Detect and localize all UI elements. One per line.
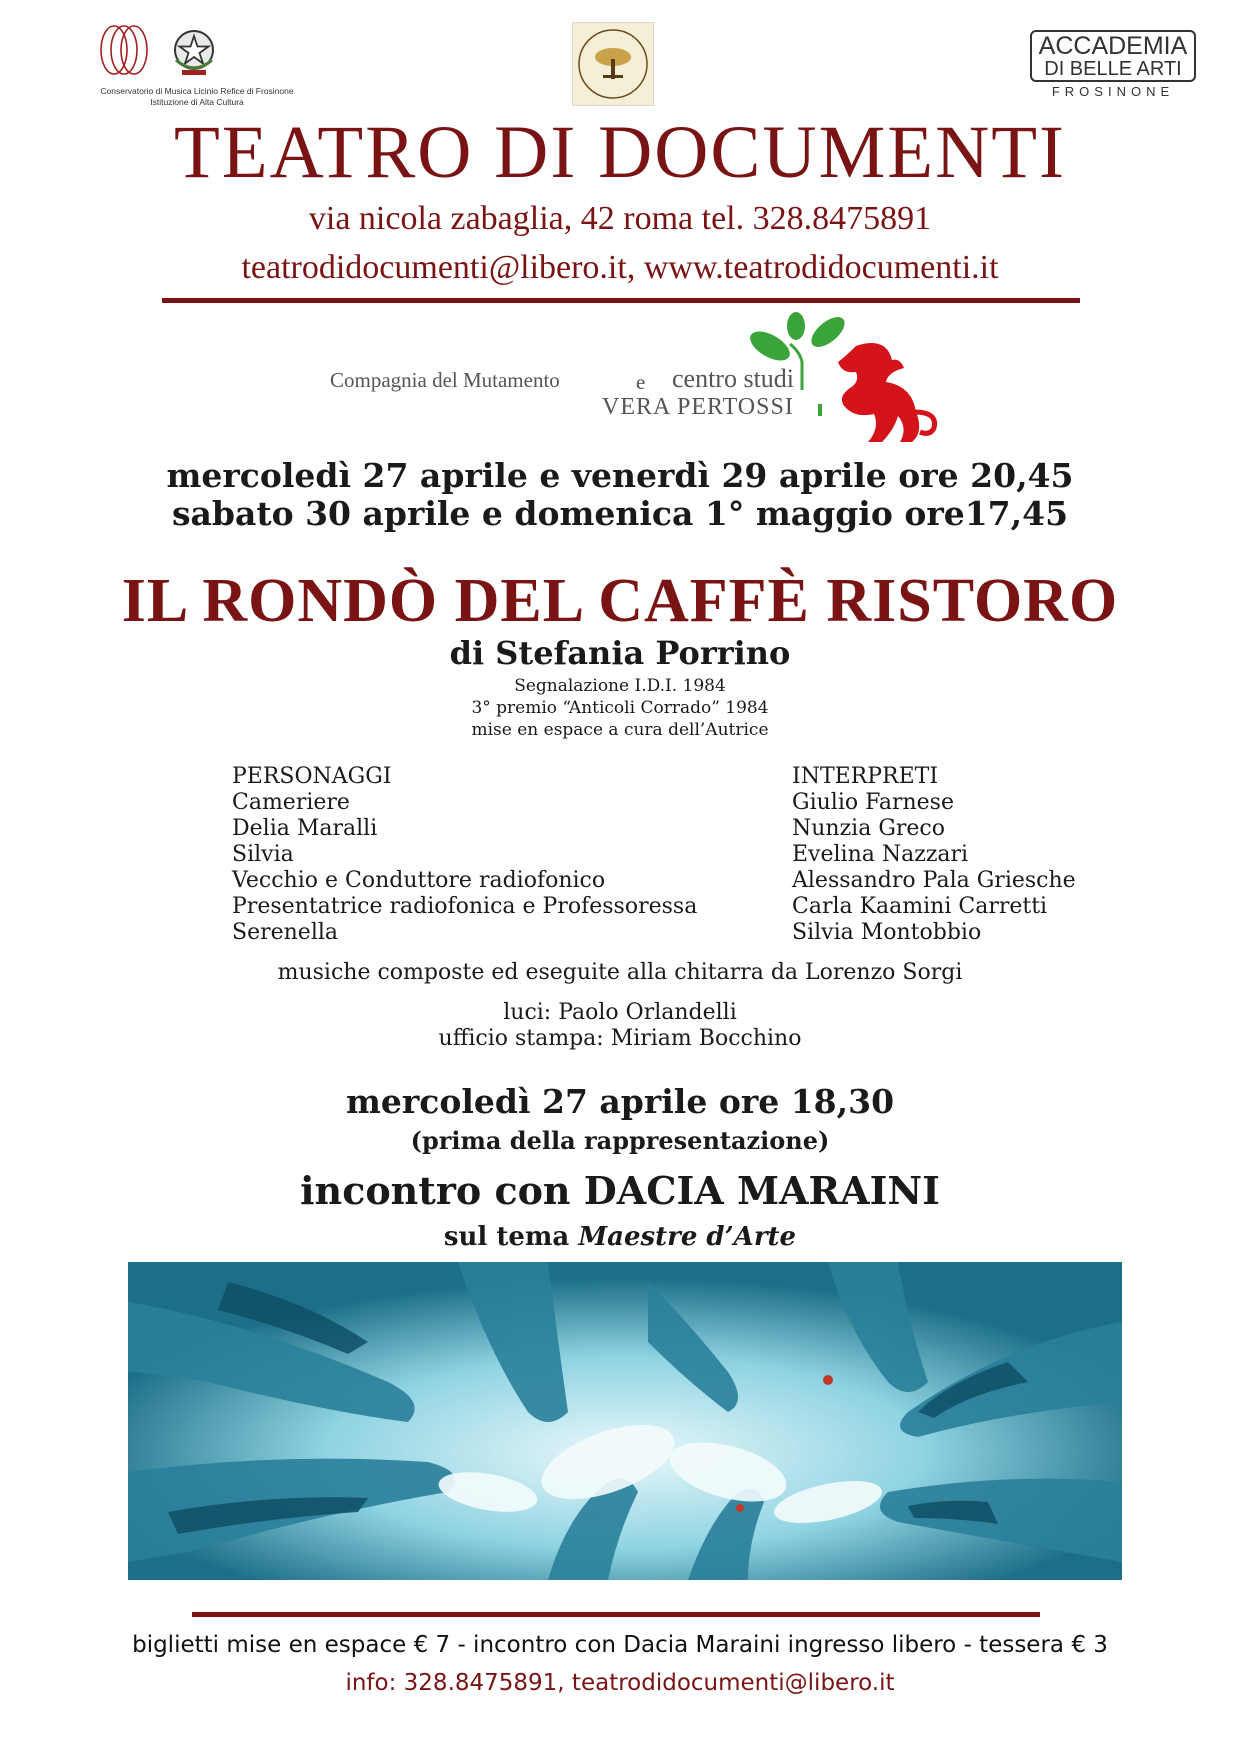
- press-credit: ufficio stampa: Miriam Bocchino: [438, 1026, 802, 1051]
- actors-column: [792, 764, 1076, 946]
- theatre-address: via nicola zabaglia, 42 roma tel. 328.8475891: [308, 200, 932, 237]
- dallombra-logo: [572, 22, 654, 106]
- actors-header: INTERPRETI: [792, 764, 939, 789]
- ring-accent: [823, 1375, 833, 1385]
- play-author: di Stefania Porrino: [449, 634, 791, 672]
- conservatorio-subtitle: Istituzione di Alta Cultura: [150, 97, 244, 107]
- character-item: Vecchio e Conduttore radiofonico: [232, 868, 606, 893]
- character-item: Serenella: [232, 920, 339, 945]
- character-item: Cameriere: [232, 790, 350, 815]
- italian-republic-emblem-icon: [168, 26, 220, 78]
- meeting-subtitle: (prima della rappresentazione): [410, 1126, 830, 1155]
- ring-accent: [736, 1504, 744, 1512]
- actor-item: Silvia Montobbio: [792, 920, 982, 945]
- theme-prefix: sul tema: [443, 1222, 579, 1252]
- bottom-divider: [192, 1612, 1040, 1617]
- top-divider: [162, 298, 1080, 303]
- actor-item: Nunzia Greco: [792, 816, 946, 841]
- conservatorio-logo: [96, 22, 294, 107]
- conservatorio-rings-icon: [96, 22, 156, 78]
- music-credit: musiche composte ed eseguite alla chitarra da Lorenzo Sorgi: [277, 960, 963, 985]
- ticket-prices: biglietti mise en espace € 7 - incontro con Dacia Maraini ingresso libero - tessera € 3: [132, 1632, 1108, 1658]
- theme-title: Maestre d’Arte: [578, 1222, 797, 1252]
- characters-header: PERSONAGGI: [232, 764, 392, 789]
- actor-item: Giulio Farnese: [792, 790, 954, 815]
- staging-note: mise en espace a cura dell’Autrice: [471, 720, 769, 740]
- schedule-afternoon: sabato 30 aprile e domenica 1° maggio ore17,45: [171, 494, 1069, 533]
- actor-item: Carla Kaamini Carretti: [792, 894, 1048, 919]
- characters-column: [232, 764, 697, 946]
- actor-item: Alessandro Pala Griesche: [792, 868, 1076, 893]
- award-note-idi: Segnalazione I.D.I. 1984: [514, 676, 726, 696]
- meeting-date: mercoledì 27 aprile ore 18,30: [345, 1082, 895, 1121]
- character-item: Presentatrice radiofonica e Professoressa: [232, 894, 698, 919]
- conservatorio-name: Conservatorio di Musica Licinio Refice di Frosinone: [100, 86, 294, 96]
- centro-studi-label: centro studi: [672, 364, 795, 393]
- conservatorio-caption: [52, 86, 342, 108]
- accademia-line3: FROSINONE: [1051, 84, 1175, 99]
- conjunction-label: e: [636, 370, 646, 394]
- theatre-name: TEATRO DI DOCUMENTI: [173, 111, 1067, 194]
- award-note-anticoli: 3° premio “Anticoli Corrado” 1984: [471, 698, 769, 718]
- accademia-line2: DI BELLE ARTI: [1044, 58, 1182, 80]
- stem-mark: [818, 404, 822, 416]
- character-item: Delia Maralli: [232, 816, 378, 841]
- vera-pertossi-label: VERA PERTOSSI: [602, 394, 794, 420]
- accademia-line1: ACCADEMIA: [1038, 32, 1188, 60]
- lion-rampant-icon: [816, 338, 942, 446]
- footer-info[interactable]: info: 328.8475891, teatrodidocumenti@libero.it: [345, 1670, 895, 1696]
- meeting-theme: [0, 1222, 1240, 1252]
- schedule-evening: mercoledì 27 aprile e venerdì 29 aprile ore 20,45: [166, 456, 1074, 495]
- character-item: Silvia: [232, 842, 294, 867]
- hands-artwork: [128, 1262, 1122, 1580]
- theatre-seal-icon: [573, 23, 653, 105]
- compagnia-label: Compagnia del Mutamento: [330, 368, 560, 392]
- lights-credit: luci: Paolo Orlandelli: [503, 1000, 737, 1025]
- theatre-contacts[interactable]: teatrodidocumenti@libero.it, www.teatrodidocumenti.it: [241, 249, 999, 286]
- accademia-logo: [1030, 30, 1200, 99]
- actor-item: Evelina Nazzari: [792, 842, 969, 867]
- meeting-title: incontro con DACIA MARAINI: [300, 1168, 940, 1213]
- play-title: IL RONDÒ DEL CAFFÈ RISTORO: [121, 567, 1119, 635]
